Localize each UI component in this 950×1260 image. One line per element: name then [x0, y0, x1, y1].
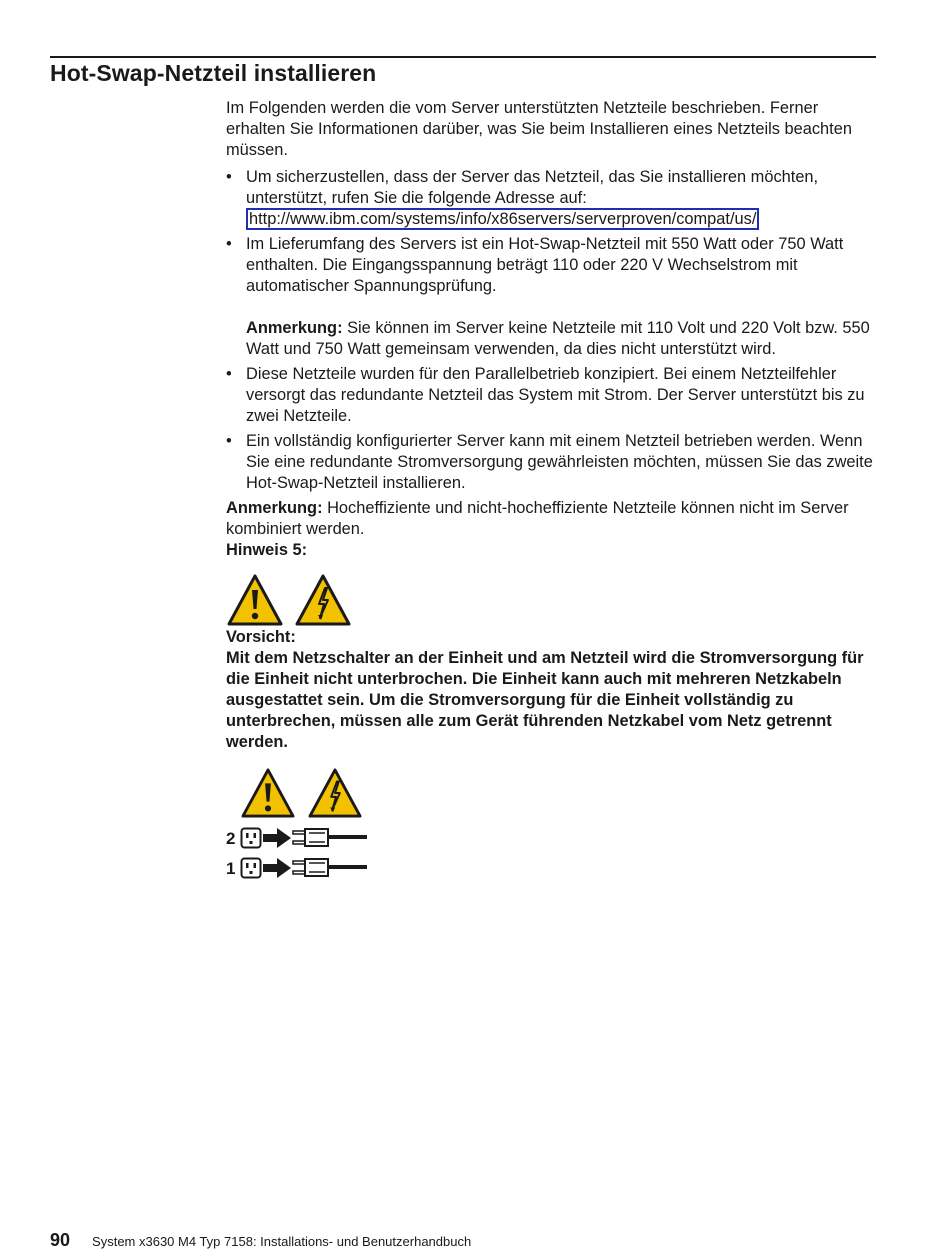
main-content [226, 98, 876, 883]
power-outlet-icon [240, 857, 262, 879]
compat-link[interactable]: http://www.ibm.com/systems/info/x86servers/serverproven/compat/us/ [246, 208, 759, 230]
electrical-hazard-icon [294, 573, 352, 627]
caution-text: Mit dem Netzschalter an der Einheit und am Netzteil wird die Stromversorgung für die Einheit nicht unterbrochen. Die Einheit kann auch mit mehreren Netzkabeln ausgestattet sein. Um die Stromversorgung für die Einheit vollständig zu unterbrechen, müssen alle zum Gerät führenden Netzkabel vom Netz getrennt werden. [226, 649, 864, 751]
power-plug-icon [292, 857, 368, 879]
arrow-right-icon [262, 857, 292, 879]
page-title: Hot-Swap-Netzteil installieren [50, 60, 377, 86]
requirements-list [226, 167, 876, 494]
caution-hazard-icons [226, 767, 876, 819]
cord-number: 1 [226, 858, 236, 878]
cord-number: 2 [226, 828, 236, 848]
arrow-right-icon [262, 827, 292, 849]
inline-note-label: Anmerkung: [246, 319, 343, 337]
power-plug-icon [292, 827, 368, 849]
list-item-text: • Im Lieferumfang des Servers ist ein Hot-Swap-Netzteil mit 550 Watt oder 750 Watt enthalten. Die Eingangsspannung beträgt 110 oder 220 V Wechselstrom mit automatischer Spannungsprüfung. [246, 235, 844, 295]
list-item-text: Ein vollständig konfigurierter Server kann mit einem Netzteil betrieben werden. Wenn Sie eine redundante Stromversorgung gewährleisten möchten, müssen Sie das zweite Hot-Swap-Netzteil installieren. [246, 432, 873, 492]
power-cord-diagram [226, 823, 876, 883]
page-footer [50, 1230, 471, 1251]
note-label: Anmerkung: [226, 499, 323, 517]
hazard-icons [226, 573, 876, 627]
note [226, 498, 876, 540]
electrical-hazard-icon [307, 767, 363, 819]
inline-note-text: Sie können im Server keine Netzteile mit 110 Volt und 220 Volt bzw. 550 Watt und 750 Watt gemeinsam verwenden, da dies nicht unterstützt wird. [246, 319, 870, 358]
page-number: 90 [50, 1230, 71, 1250]
intro-paragraph: Im Folgenden werden die vom Server unterstützten Netzteile beschrieben. Ferner erhalten Sie Informationen darüber, was Sie beim Installieren eines Netzteils beachten müssen. [226, 99, 852, 159]
list-item [226, 431, 876, 494]
list-item-text: Um sicherzustellen, dass der Server das Netzteil, das Sie installieren möchten, unterstützt, rufen Sie die folgende Adresse auf: [246, 168, 819, 207]
title-rule [50, 56, 876, 58]
hinweis-label: Hinweis 5: [226, 541, 308, 559]
note-text: Hocheffiziente und nicht-hocheffiziente Netzteile können nicht im Server kombiniert werden. [226, 499, 849, 538]
caution-title: Vorsicht: [226, 628, 296, 646]
power-cord-row [226, 853, 876, 883]
list-item [226, 234, 876, 360]
power-outlet-icon [240, 827, 262, 849]
footer-text: System x3630 M4 Typ 7158: Installations- und Benutzerhandbuch [92, 1234, 472, 1249]
list-item-text: Diese Netzteile wurden für den Parallelbetrieb konzipiert. Bei einem Netzteilfehler versorgt das redundante Netzteil das System mit Strom. Der Server unterstützt bis zu zwei Netzteile. [246, 365, 865, 425]
warning-exclamation-icon [240, 767, 296, 819]
warning-exclamation-icon [226, 573, 284, 627]
inline-note [246, 318, 876, 360]
list-item [226, 167, 876, 230]
list-item [226, 364, 876, 427]
power-cord-row [226, 823, 876, 853]
